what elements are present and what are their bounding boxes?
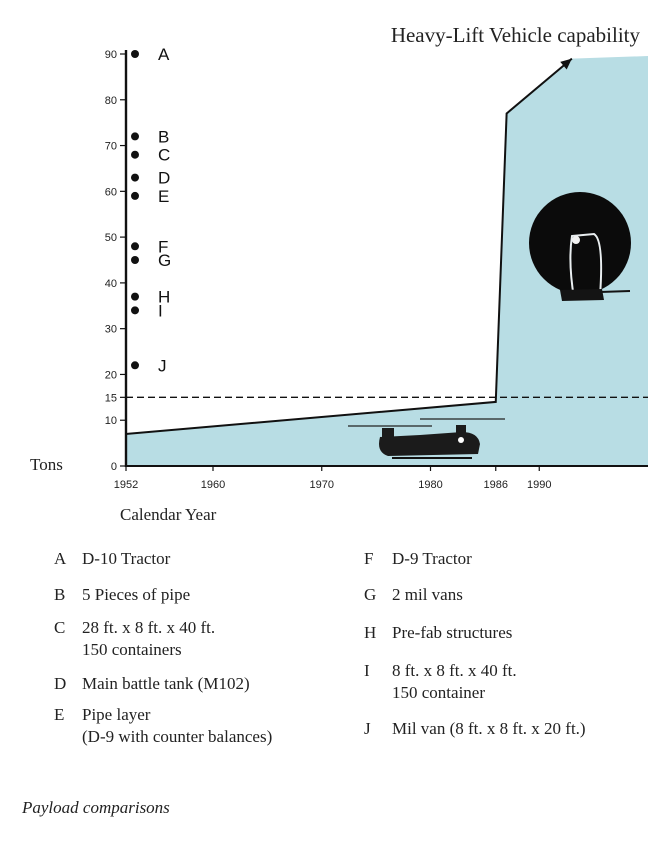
- x-tick-label: 1990: [527, 479, 552, 491]
- data-point-j: [131, 361, 139, 369]
- data-point-label: D: [158, 168, 171, 188]
- data-point-a: [131, 50, 139, 58]
- legend-desc: 8 ft. x 8 ft. x 40 ft.: [392, 661, 517, 680]
- data-point-b: [131, 132, 139, 140]
- y-tick-label: 30: [104, 323, 117, 336]
- x-tick-label: 1952: [113, 479, 139, 491]
- data-point-label: E: [158, 186, 170, 206]
- data-point-label: I: [158, 301, 163, 321]
- data-point-g: [131, 256, 139, 264]
- legend-item-b: [54, 584, 354, 617]
- y-tick-label: 50: [104, 232, 117, 245]
- legend-item-g: [364, 584, 664, 622]
- airship-tail: [600, 291, 630, 292]
- y-tick-label: 80: [104, 94, 117, 107]
- helicopter-window: [458, 437, 464, 443]
- legend-key: I: [364, 661, 370, 680]
- data-point-label: H: [158, 287, 171, 307]
- data-point-f: [131, 242, 139, 250]
- data-point-e: [131, 192, 139, 200]
- chart-title: Heavy-Lift Vehicle capability: [390, 23, 640, 47]
- helicopter-rear-pylon: [382, 428, 394, 440]
- legend-key: E: [54, 705, 65, 724]
- legend-key: A: [54, 549, 67, 568]
- legend-item-c: [54, 617, 354, 673]
- legend-desc: Pipe layer: [82, 705, 151, 724]
- y-tick-label: 20: [104, 369, 117, 382]
- airship-envelope: [529, 192, 631, 294]
- x-axis-label: Calendar Year: [120, 505, 217, 524]
- legend-item-f: [364, 548, 664, 584]
- legend-desc: D-10 Tractor: [82, 549, 171, 568]
- y-tick-label: 90: [104, 49, 117, 61]
- legend-key: J: [364, 719, 371, 738]
- legend-item-j: [364, 718, 664, 748]
- data-point-label: G: [158, 251, 172, 270]
- legend-desc-line2: 150 containers: [82, 640, 182, 659]
- x-tick-label: 1960: [200, 479, 226, 491]
- legend-desc: Pre-fab structures: [392, 623, 513, 642]
- data-point-i: [131, 306, 139, 314]
- data-point-label: J: [158, 356, 167, 376]
- data-point-label: B: [158, 127, 170, 147]
- y-tick-label: 60: [104, 186, 117, 199]
- y-tick-label: 40: [104, 277, 117, 290]
- legend-key: H: [364, 623, 377, 642]
- legend-desc: 5 Pieces of pipe: [82, 585, 191, 604]
- x-tick-label: 1986: [483, 479, 508, 491]
- legend-item-a: [54, 548, 354, 584]
- airship-gondola: [560, 289, 604, 301]
- y-tick-label: 70: [104, 140, 117, 153]
- legend-left-column: [54, 548, 354, 752]
- figure-caption: Payload comparisons: [22, 798, 170, 817]
- data-point-c: [131, 151, 139, 159]
- x-tick-label: 1970: [309, 479, 334, 491]
- y-axis-label: Tons: [30, 455, 63, 474]
- data-point-h: [131, 293, 139, 301]
- legend-key: D: [54, 674, 67, 693]
- y-tick-label: 0: [110, 461, 117, 473]
- legend-desc: Main battle tank (M102): [82, 674, 250, 693]
- data-point-d: [131, 174, 139, 182]
- legend-item-e: [54, 704, 354, 752]
- legend-desc-line2: 150 container: [392, 683, 485, 702]
- data-point-label: F: [158, 237, 169, 257]
- legend-desc: Mil van (8 ft. x 8 ft. x 20 ft.): [392, 719, 586, 738]
- helicopter-front-pylon: [456, 425, 466, 434]
- y-tick-label: 15: [104, 392, 117, 405]
- legend-desc: D-9 Tractor: [392, 549, 472, 568]
- legend-key: F: [364, 549, 374, 568]
- data-point-label: A: [158, 45, 170, 64]
- legend-desc: 2 mil vans: [392, 585, 463, 604]
- legend-item-d: [54, 673, 354, 704]
- legend-item-h: [364, 622, 664, 660]
- legend-key: B: [54, 585, 66, 604]
- legend-right-column: [364, 548, 664, 748]
- legend-desc: 28 ft. x 8 ft. x 40 ft.: [82, 618, 216, 637]
- legend-key: C: [54, 618, 66, 637]
- legend-desc-line2: (D-9 with counter balances): [82, 727, 273, 746]
- legend-item-i: [364, 660, 664, 718]
- x-tick-label: 1980: [418, 479, 443, 491]
- legend-key: G: [364, 585, 377, 604]
- y-tick-label: 10: [104, 415, 117, 428]
- airship-light: [572, 236, 580, 244]
- data-point-label: C: [158, 145, 171, 165]
